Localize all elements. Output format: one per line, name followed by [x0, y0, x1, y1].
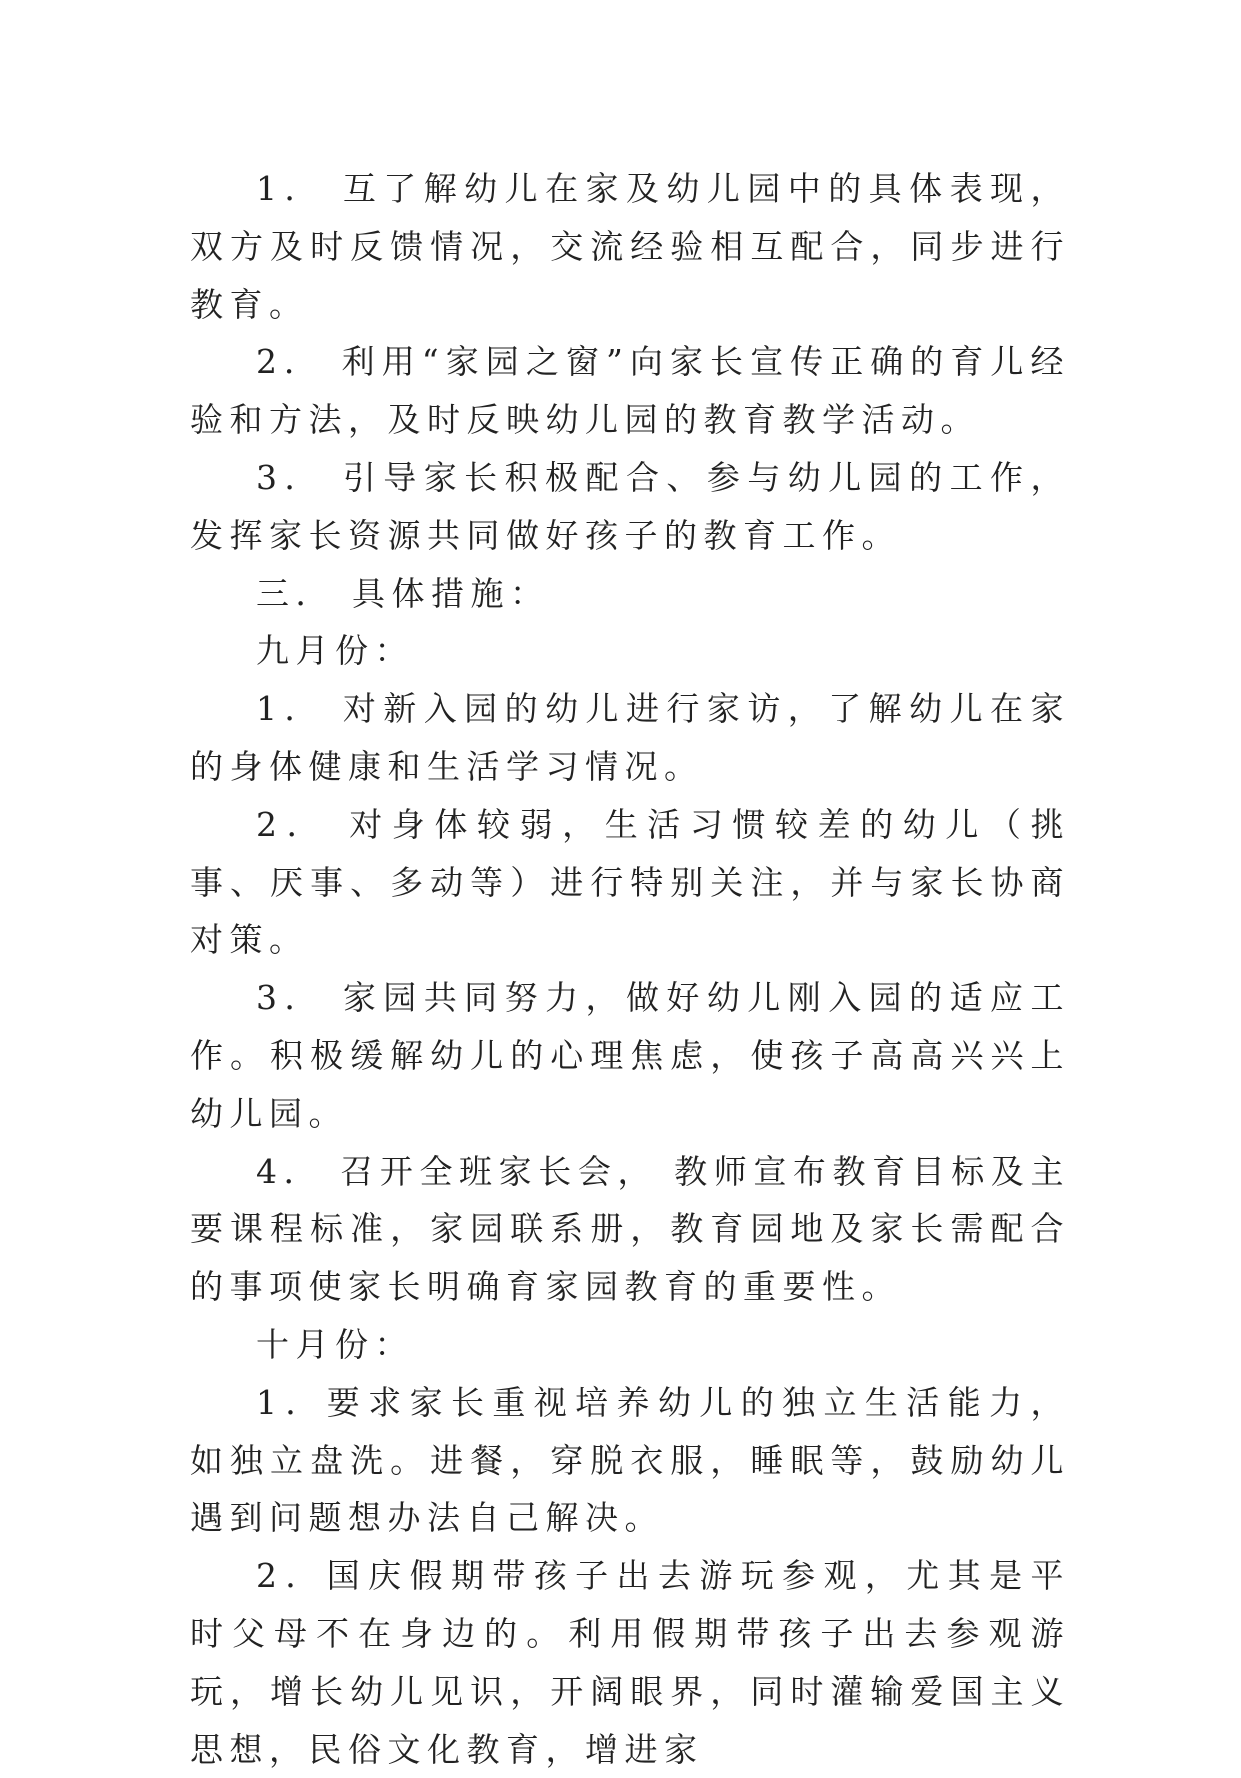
paragraph-october-2: 2．国庆假期带孩子出去游玩参观，尤其是平时父母不在身边的。利用假期带孩子出去参观游玩，增长幼儿见识，开阔眼界，同时灌输爱国主义思想，民俗文化教育，增进家	[190, 1556, 1070, 1769]
section-heading-measures: 三． 具体措施：	[256, 573, 550, 613]
paragraph-goal-3: 3． 引导家长积极配合、参与幼儿园的工作，发挥家长资源共同做好孩子的教育工作。	[190, 457, 1070, 555]
paragraph-goal-2: 2． 利用“家园之窗”向家长宣传正确的育儿经验和方法，及时反映幼儿园的教育教学活动。	[190, 342, 1070, 440]
paragraph-october-1: 1．要求家长重视培养幼儿的独立生活能力，如独立盘洗。进餐，穿脱衣服，睡眠等，鼓励幼儿遇到问题想办法自己解决。	[190, 1382, 1070, 1538]
paragraph-september-2: 2． 对身体较弱，生活习惯较差的幼儿（挑事、厌事、多动等）进行特别关注，并与家长协商对策。	[190, 804, 1070, 960]
month-heading-september: 九月份：	[256, 631, 414, 671]
paragraph-september-3: 3． 家园共同努力，做好幼儿刚入园的适应工作。积极缓解幼儿的心理焦虑，使孩子高高兴兴上幼儿园。	[190, 978, 1070, 1133]
paragraph-september-4: 4． 召开全班家长会， 教师宣布教育目标及主要课程标准，家园联系册，教育园地及家长需配合的事项使家长明确育家园教育的重要性。	[190, 1151, 1070, 1307]
paragraph-goal-1: 1． 互了解幼儿在家及幼儿园中的具体表现，双方及时反馈情况，交流经验相互配合，同步进行教育。	[190, 169, 1070, 324]
month-heading-october: 十月份：	[256, 1324, 414, 1364]
document-body	[190, 160, 1070, 1778]
paragraph-september-1: 1． 对新入园的幼儿进行家访，了解幼儿在家的身体健康和生活学习情况。	[190, 689, 1070, 786]
